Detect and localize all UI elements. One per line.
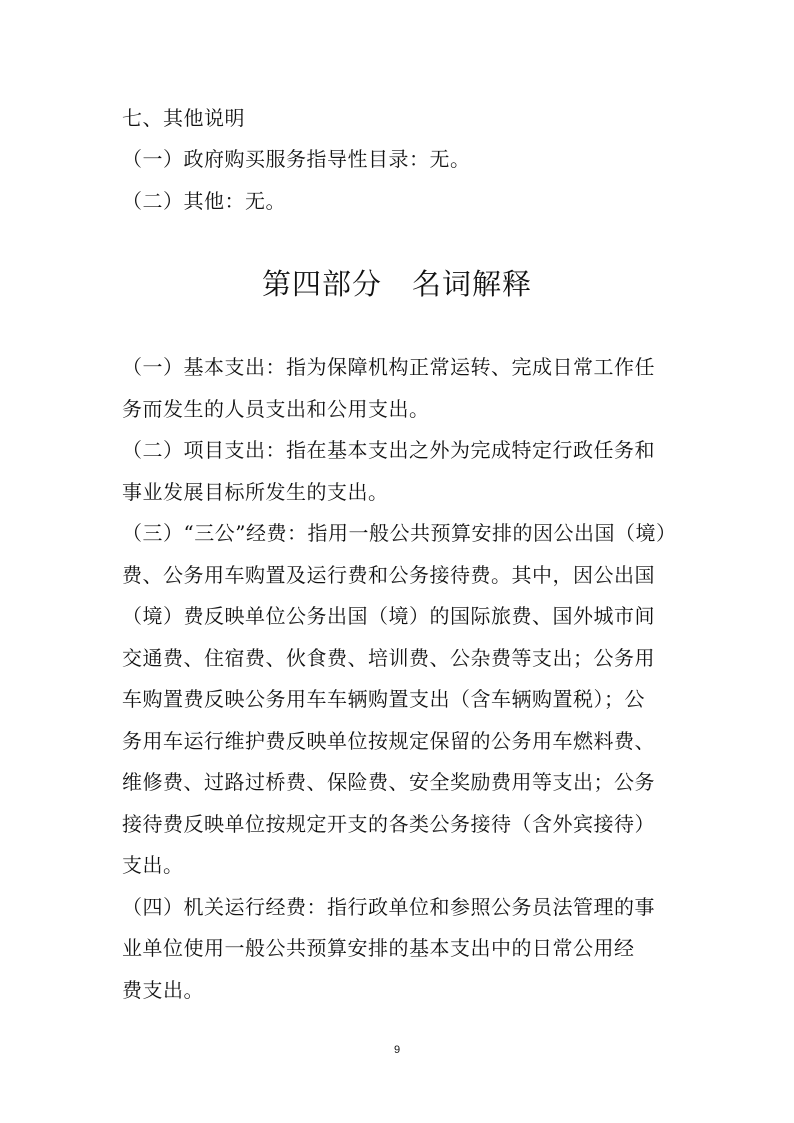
definition-line: 费、公务用车购置及运行费和公务接待费。其中，因公出国 xyxy=(122,563,655,587)
definition-line: 费支出。 xyxy=(122,978,204,1002)
definition-line: 交通费、住宿费、伙食费、培训费、公杂费等支出；公务用 xyxy=(122,646,655,670)
definition-line: （四）机关运行经费：指行政单位和参照公务员法管理的事 xyxy=(122,895,655,919)
page-number: 9 xyxy=(393,1044,401,1056)
part-heading: 第四部分 名词解释 xyxy=(261,267,532,301)
definition-line: 业单位使用一般公共预算安排的基本支出中的日常公用经 xyxy=(122,936,635,960)
definition-line: 务用车运行维护费反映单位按规定保留的公务用车燃料费、 xyxy=(122,729,655,753)
definition-line: （三）“三公”经费：指用一般公共预算安排的因公出国（境） xyxy=(122,521,677,545)
definition-line: 车购置费反映公务用车车辆购置支出（含车辆购置税）；公 xyxy=(122,687,645,711)
definition-line: （二）项目支出：指在基本支出之外为完成特定行政任务和 xyxy=(122,438,655,462)
definition-line: 务而发生的人员支出和公用支出。 xyxy=(122,397,430,421)
section-item: （一）政府购买服务指导性目录：无。 xyxy=(122,147,471,171)
definition-line: 事业发展目标所发生的支出。 xyxy=(122,480,389,504)
definition-line: 接待费反映单位按规定开支的各类公务接待（含外宾接待） xyxy=(122,812,655,836)
section-title: 七、其他说明 xyxy=(122,106,245,130)
definition-line: 维修费、过路过桥费、保险费、安全奖励费用等支出；公务 xyxy=(122,770,655,794)
section-item: （二）其他：无。 xyxy=(122,189,286,213)
definition-line: 支出。 xyxy=(122,853,184,877)
definition-line: （一）基本支出：指为保障机构正常运转、完成日常工作任 xyxy=(122,355,655,379)
definition-line: （境）费反映单位公务出国（境）的国际旅费、国外城市间 xyxy=(122,604,655,628)
